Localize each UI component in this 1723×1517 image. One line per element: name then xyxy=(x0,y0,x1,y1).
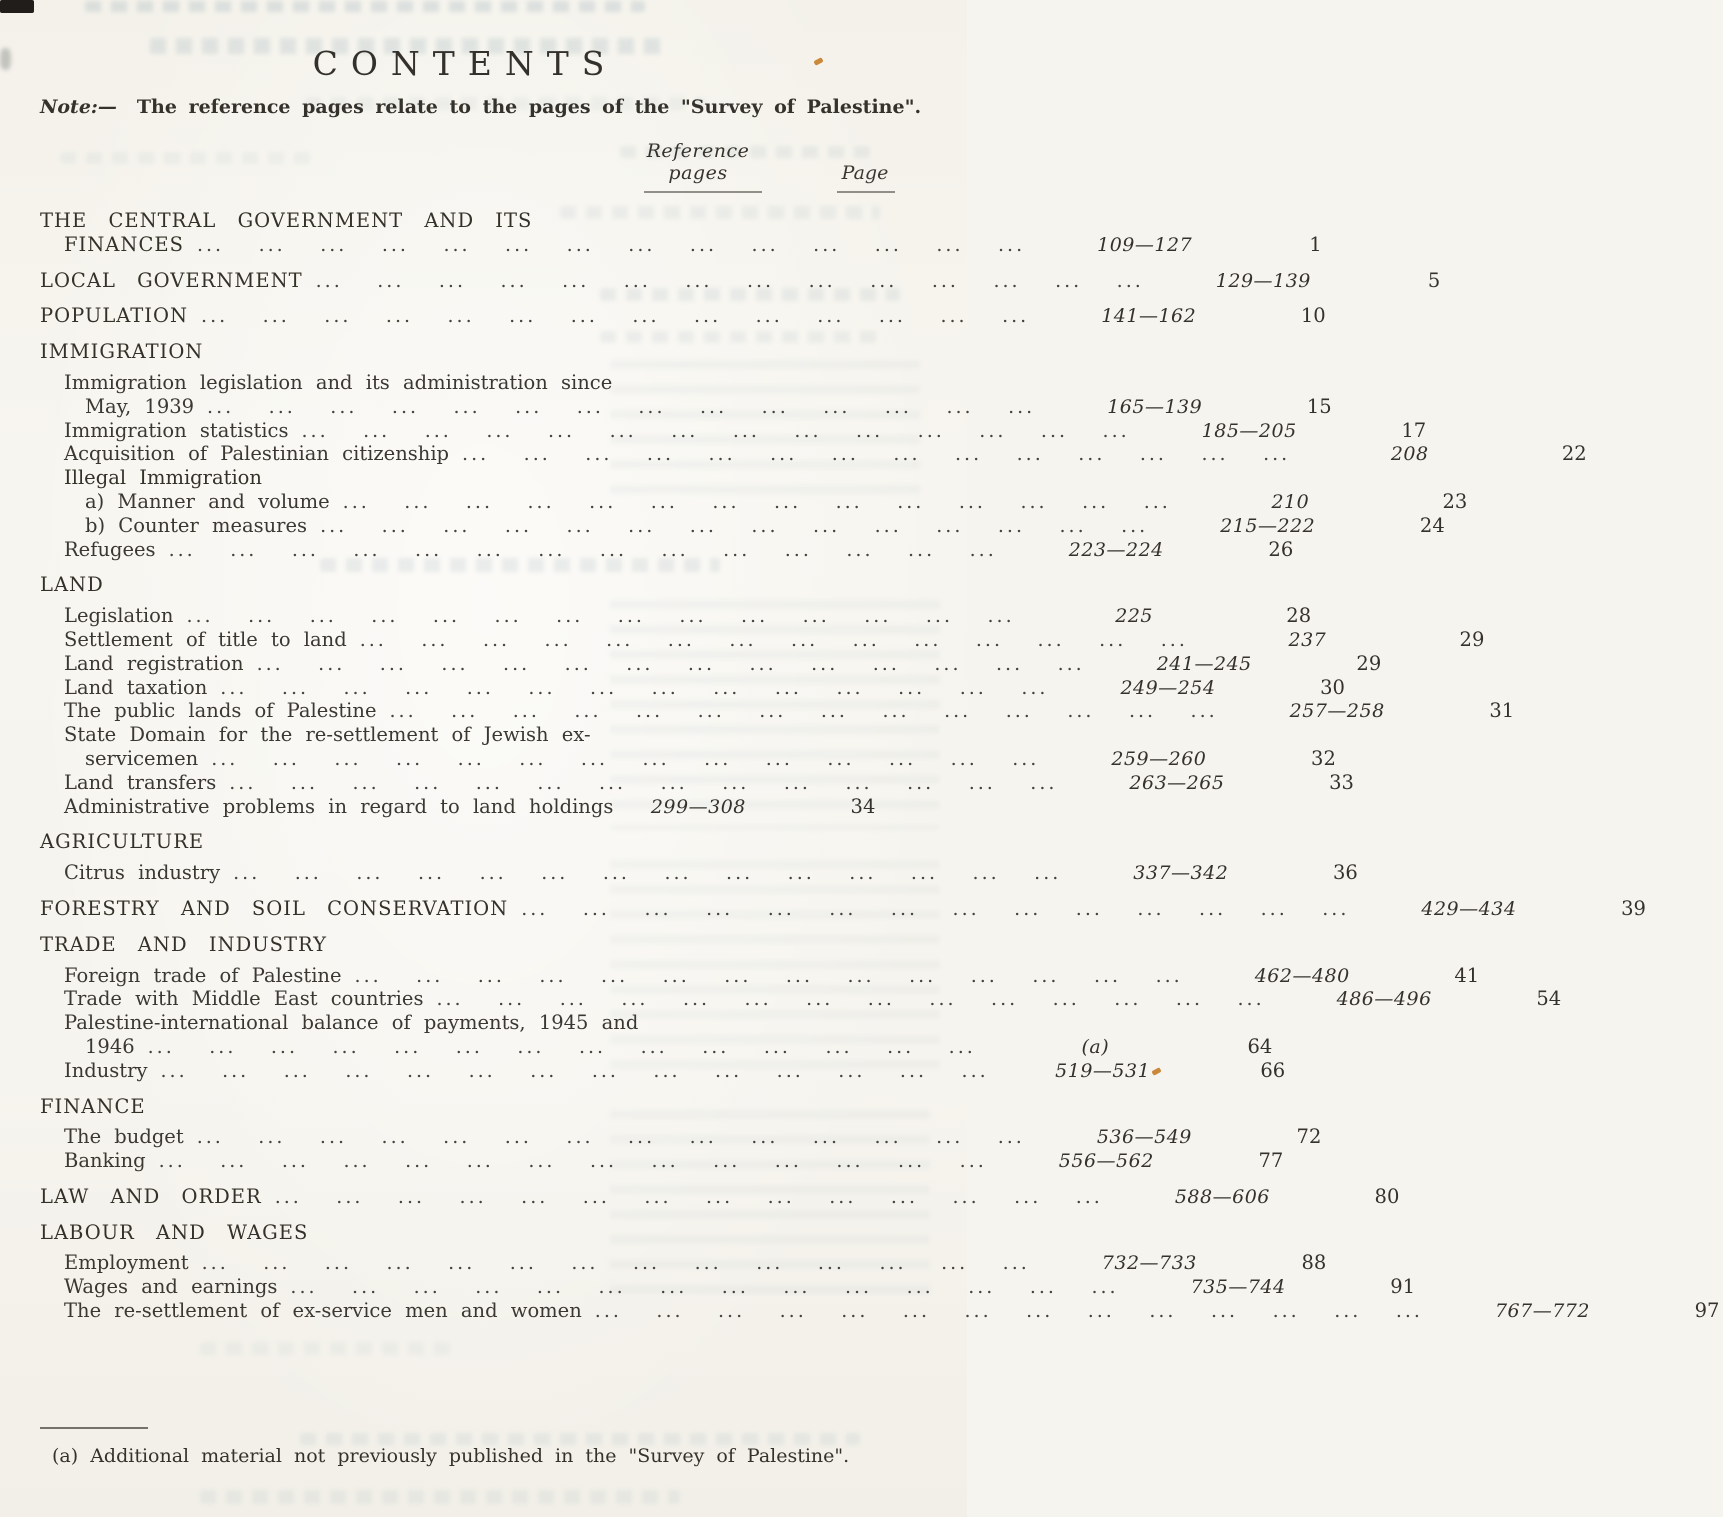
toc-subsection-heading xyxy=(40,466,877,490)
toc-entry xyxy=(40,651,1382,676)
entry-label: FINANCES xyxy=(64,232,184,256)
entry-label: THE CENTRAL GOVERNMENT AND ITS xyxy=(40,209,533,232)
dot-leader: ... ... ... ... ... ... ... ... ... ... ... ... ... ... xyxy=(594,1300,1458,1323)
entry-label: Administrative problems in regard to land holdings xyxy=(64,794,614,818)
page-number: 72 xyxy=(1296,1125,1322,1149)
page-number: 24 xyxy=(1419,513,1445,537)
page-number: 17 xyxy=(1401,418,1427,442)
reference-pages-value: 129—139 xyxy=(1215,269,1311,292)
toc-entry xyxy=(40,268,1441,293)
toc-entry xyxy=(40,627,1485,652)
entry-label: Palestine-international balance of payments, 1945 and xyxy=(64,1011,639,1035)
note xyxy=(40,96,922,118)
toc-section-heading xyxy=(40,933,877,957)
toc-entry xyxy=(40,1299,1720,1323)
entry-label: State Domain for the re-settlement of Jewish ex- xyxy=(64,723,591,747)
ink-bleedthrough xyxy=(200,1342,450,1355)
entry-label: Employment xyxy=(64,1251,189,1275)
entry-label: 1946 xyxy=(85,1034,135,1058)
dot-leader: ... ... ... ... ... ... ... ... ... ... ... ... ... ... xyxy=(168,538,1032,561)
ink-bleedthrough xyxy=(300,1433,860,1445)
section-heading-label: IMMIGRATION xyxy=(40,340,204,364)
entry-label: servicemen xyxy=(85,746,199,770)
entry-label: Banking xyxy=(64,1149,146,1173)
toc-section-heading xyxy=(40,1095,877,1119)
reference-pages-value: 462—480 xyxy=(1254,964,1350,987)
toc-entry xyxy=(40,1011,877,1035)
entry-label: Immigration legislation and its administration since xyxy=(64,370,613,394)
reference-pages-value: 767—772 xyxy=(1494,1300,1590,1323)
toc-entry xyxy=(40,1125,1322,1149)
reference-pages-value: 732—733 xyxy=(1101,1252,1197,1275)
entry-label: Acquisition of Palestinian citizenship xyxy=(64,442,450,466)
toc-entry xyxy=(40,442,1587,466)
ink-speck xyxy=(1152,1067,1162,1076)
page-number: 39 xyxy=(1621,896,1646,920)
dot-leader: ... ... ... ... ... ... ... ... ... ... ... ... ... ... xyxy=(196,233,1060,256)
toc-entry xyxy=(40,489,1468,514)
page-number: 91 xyxy=(1390,1275,1416,1299)
page-number: 26 xyxy=(1268,537,1294,561)
toc-entry xyxy=(40,394,1332,419)
page-number: 66 xyxy=(1260,1058,1286,1082)
toc-entry xyxy=(40,1275,1416,1299)
reference-pages-value: 165—139 xyxy=(1107,395,1203,418)
page-number: 64 xyxy=(1247,1034,1273,1058)
reference-pages-value xyxy=(1023,1060,1193,1084)
entry-label: LAW AND ORDER xyxy=(40,1184,262,1208)
toc-entry xyxy=(40,604,1312,628)
dot-leader: ... ... ... ... ... ... ... ... ... ... ... ... ... ... xyxy=(186,605,1050,628)
page-number: 33 xyxy=(1329,770,1354,794)
toc-entry xyxy=(40,1149,1284,1173)
toc-entry xyxy=(40,513,1445,538)
toc-section-heading xyxy=(40,830,877,854)
toc-section-heading xyxy=(40,1221,877,1245)
page-number: 30 xyxy=(1320,675,1345,699)
column-rule-page xyxy=(837,191,895,193)
toc-entry xyxy=(40,418,1427,443)
contents-title: CONTENTS xyxy=(312,44,618,83)
dot-leader: ... ... ... ... ... ... ... ... ... ... ... ... ... ... xyxy=(220,676,1083,699)
entry-label: The budget xyxy=(64,1125,184,1149)
page-number: 34 xyxy=(850,794,876,818)
toc-section-heading xyxy=(40,340,877,364)
reference-pages-value: 237 xyxy=(1288,628,1327,651)
entry-label: Settlement of title to land xyxy=(64,627,347,651)
toc-entry xyxy=(40,1034,1273,1059)
dot-leader: ... ... ... ... ... ... ... ... ... ... ... ... ... ... xyxy=(207,395,1070,418)
reference-pages-value: 225 xyxy=(1115,605,1153,628)
dot-leader: ... ... ... ... ... ... ... ... ... ... ... ... ... ... xyxy=(158,1150,1022,1173)
section-heading-label: LABOUR AND WAGES xyxy=(40,1220,309,1244)
section-heading-label: FINANCE xyxy=(40,1094,146,1118)
reference-pages-value: 210 xyxy=(1271,490,1310,513)
column-rule-reference xyxy=(644,191,762,193)
entry-label: b) Counter measures xyxy=(85,513,308,537)
dot-leader: ... ... ... ... ... ... ... ... ... ... ... ... ... ... xyxy=(320,514,1183,537)
dot-leader: ... ... ... ... ... ... ... ... ... ... ... ... ... ... xyxy=(315,269,1179,292)
page-number: 15 xyxy=(1306,394,1332,418)
reference-pages-text: 519—531 xyxy=(1055,1059,1151,1082)
page-number: 88 xyxy=(1301,1251,1327,1275)
reference-pages-value: 109—127 xyxy=(1097,233,1193,256)
entry-label: Legislation xyxy=(64,604,174,628)
reference-pages-value: 241—245 xyxy=(1156,652,1252,675)
reference-pages-value: 208 xyxy=(1390,443,1429,466)
entry-label: Refugees xyxy=(64,537,156,561)
page-number: 29 xyxy=(1459,627,1485,651)
page-number: 31 xyxy=(1489,699,1515,723)
page-number: 77 xyxy=(1258,1149,1284,1173)
ink-bleedthrough xyxy=(85,1,645,12)
section-heading-label: Illegal Immigration xyxy=(64,466,262,490)
dot-leader: ... ... ... ... ... ... ... ... ... ... ... ... ... ... xyxy=(290,1276,1154,1299)
toc-entry xyxy=(40,770,1354,795)
toc-entry xyxy=(40,232,1322,257)
page-number: 5 xyxy=(1427,268,1441,292)
dot-leader: ... ... ... ... ... ... ... ... ... ... ... ... ... ... xyxy=(160,1059,1024,1082)
toc-entry xyxy=(40,1251,1327,1275)
page-number: 29 xyxy=(1356,651,1382,675)
page-number: 23 xyxy=(1442,489,1468,513)
reference-pages-value: 223—224 xyxy=(1068,538,1164,561)
toc-entry xyxy=(40,304,1326,328)
column-header-reference-line2: pages xyxy=(668,162,728,184)
reference-pages-value: 588—606 xyxy=(1174,1185,1270,1208)
dot-leader: ... ... ... ... ... ... ... ... ... ... ... ... ... ... xyxy=(201,1252,1065,1275)
entry-label: Citrus industry xyxy=(64,861,221,885)
page-number: 1 xyxy=(1309,232,1322,256)
section-heading-label: LAND xyxy=(40,573,104,597)
section-heading-label: AGRICULTURE xyxy=(40,830,205,854)
page-number: 80 xyxy=(1374,1184,1400,1208)
entry-label: POPULATION xyxy=(40,304,189,328)
reference-pages-value: (a) xyxy=(1081,1035,1110,1058)
dot-leader: ... ... ... ... ... ... ... ... ... ... ... ... ... ... xyxy=(229,771,1092,794)
reference-pages-value: 735—744 xyxy=(1190,1276,1286,1299)
page-number: 22 xyxy=(1561,442,1587,466)
reference-pages-value: 263—265 xyxy=(1129,771,1225,794)
reference-pages-value: 257—258 xyxy=(1289,700,1385,723)
entry-label: May, 1939 xyxy=(85,394,195,418)
reference-pages-value: 185—205 xyxy=(1201,419,1297,442)
column-header-reference-line1: Reference xyxy=(646,140,750,162)
dot-leader: ... ... ... ... ... ... ... ... ... ... ... ... ... ... xyxy=(211,747,1074,770)
column-header-reference-pages xyxy=(613,140,783,184)
footnote-divider xyxy=(40,1427,148,1429)
reference-pages-value: 259—260 xyxy=(1111,747,1207,770)
reference-pages-value: 141—162 xyxy=(1101,305,1197,328)
reference-pages-value: 486—496 xyxy=(1336,988,1432,1011)
entry-label: Industry xyxy=(64,1058,148,1082)
entry-label: Land registration xyxy=(64,651,244,675)
footnote: (a) Additional material not previously published in the "Survey of Palestine". xyxy=(52,1445,850,1467)
reference-pages-value: 249—254 xyxy=(1120,676,1216,699)
dot-leader: ... ... ... ... ... ... ... ... ... ... ... ... ... ... xyxy=(301,419,1165,442)
page-number: 32 xyxy=(1311,746,1336,770)
entry-label: FORESTRY AND SOIL CONSERVATION xyxy=(40,896,509,920)
toc-entry xyxy=(40,699,1515,723)
dot-leader: ... ... ... ... ... ... ... ... ... ... ... ... ... ... xyxy=(201,305,1064,328)
toc-entry xyxy=(40,371,877,395)
toc-entry xyxy=(40,746,1336,771)
page-number: 10 xyxy=(1300,304,1326,328)
table-of-contents xyxy=(40,209,1720,1323)
toc-entry xyxy=(40,987,1562,1011)
entry-label: LOCAL GOVERNMENT xyxy=(40,268,303,292)
toc-entry xyxy=(40,1058,1286,1083)
entry-label: The public lands of Palestine xyxy=(64,699,377,723)
dot-leader: ... ... ... ... ... ... ... ... ... ... ... ... ... ... xyxy=(342,490,1206,513)
toc-entry xyxy=(40,861,1358,885)
note-text: The reference pages relate to the pages of the "Survey of Palestine". xyxy=(136,96,922,118)
page-number: 36 xyxy=(1332,861,1358,885)
reference-pages-value: 429—434 xyxy=(1421,897,1517,920)
dot-leader: ... ... ... ... ... ... ... ... ... ... ... ... ... ... xyxy=(274,1185,1138,1208)
entry-label: Trade with Middle East countries xyxy=(64,987,424,1011)
toc-entry xyxy=(40,896,1646,921)
section-heading-label: TRADE AND INDUSTRY xyxy=(40,932,327,956)
dot-leader: ... ... ... ... ... ... ... ... ... ... ... ... ... ... xyxy=(359,628,1223,651)
page-number: 54 xyxy=(1536,987,1562,1011)
dot-leader: ... ... ... ... ... ... ... ... ... ... ... ... ... ... xyxy=(196,1126,1060,1149)
entry-label: Foreign trade of Palestine xyxy=(64,963,342,987)
page-number: 28 xyxy=(1286,604,1312,628)
dot-leader: ... ... ... ... ... ... ... ... ... ... ... ... ... ... xyxy=(354,964,1218,987)
reference-pages-value: 556—562 xyxy=(1058,1150,1154,1173)
note-label: Note:— xyxy=(40,96,117,118)
toc-entry xyxy=(40,537,1294,562)
dot-leader: ... ... ... ... ... ... ... ... ... ... ... ... ... ... xyxy=(436,988,1300,1011)
dot-leader: ... ... ... ... ... ... ... ... ... ... ... ... ... ... xyxy=(462,443,1325,466)
entry-label: Land taxation xyxy=(64,675,208,699)
toc-entry xyxy=(40,723,877,747)
reference-pages-value: 536—549 xyxy=(1096,1126,1192,1149)
toc-entry xyxy=(40,209,877,233)
reference-pages-value: 299—308 xyxy=(650,795,746,818)
page-number: 41 xyxy=(1454,963,1480,987)
column-header-page: Page xyxy=(841,162,889,184)
scan-edge-mark xyxy=(0,0,34,13)
toc-entry xyxy=(40,675,1345,700)
dot-leader: ... ... ... ... ... ... ... ... ... ... ... ... ... ... xyxy=(521,897,1384,920)
entry-label: Wages and earnings xyxy=(64,1275,278,1299)
toc-entry xyxy=(40,795,877,819)
toc-section-heading xyxy=(40,573,877,597)
ink-bleedthrough xyxy=(60,152,310,164)
dot-leader: ... ... ... ... ... ... ... ... ... ... ... ... ... ... xyxy=(233,862,1096,885)
ink-bleedthrough xyxy=(200,1490,680,1504)
page-number: 97 xyxy=(1694,1299,1720,1323)
dot-leader: ... ... ... ... ... ... ... ... ... ... ... ... ... ... xyxy=(147,1035,1011,1058)
dot-leader: ... ... ... ... ... ... ... ... ... ... ... ... ... ... xyxy=(389,700,1253,723)
reference-pages-value: 337—342 xyxy=(1133,862,1229,885)
reference-pages-value: 215—222 xyxy=(1220,514,1316,537)
dot-leader: ... ... ... ... ... ... ... ... ... ... ... ... ... ... xyxy=(256,652,1120,675)
entry-label: The re-settlement of ex-service men and women xyxy=(64,1299,582,1323)
entry-label: Immigration statistics xyxy=(64,418,289,442)
toc-entry xyxy=(40,1184,1400,1209)
toc-entry xyxy=(40,963,1480,988)
entry-label: a) Manner and volume xyxy=(85,489,330,513)
entry-label: Land transfers xyxy=(64,770,217,794)
